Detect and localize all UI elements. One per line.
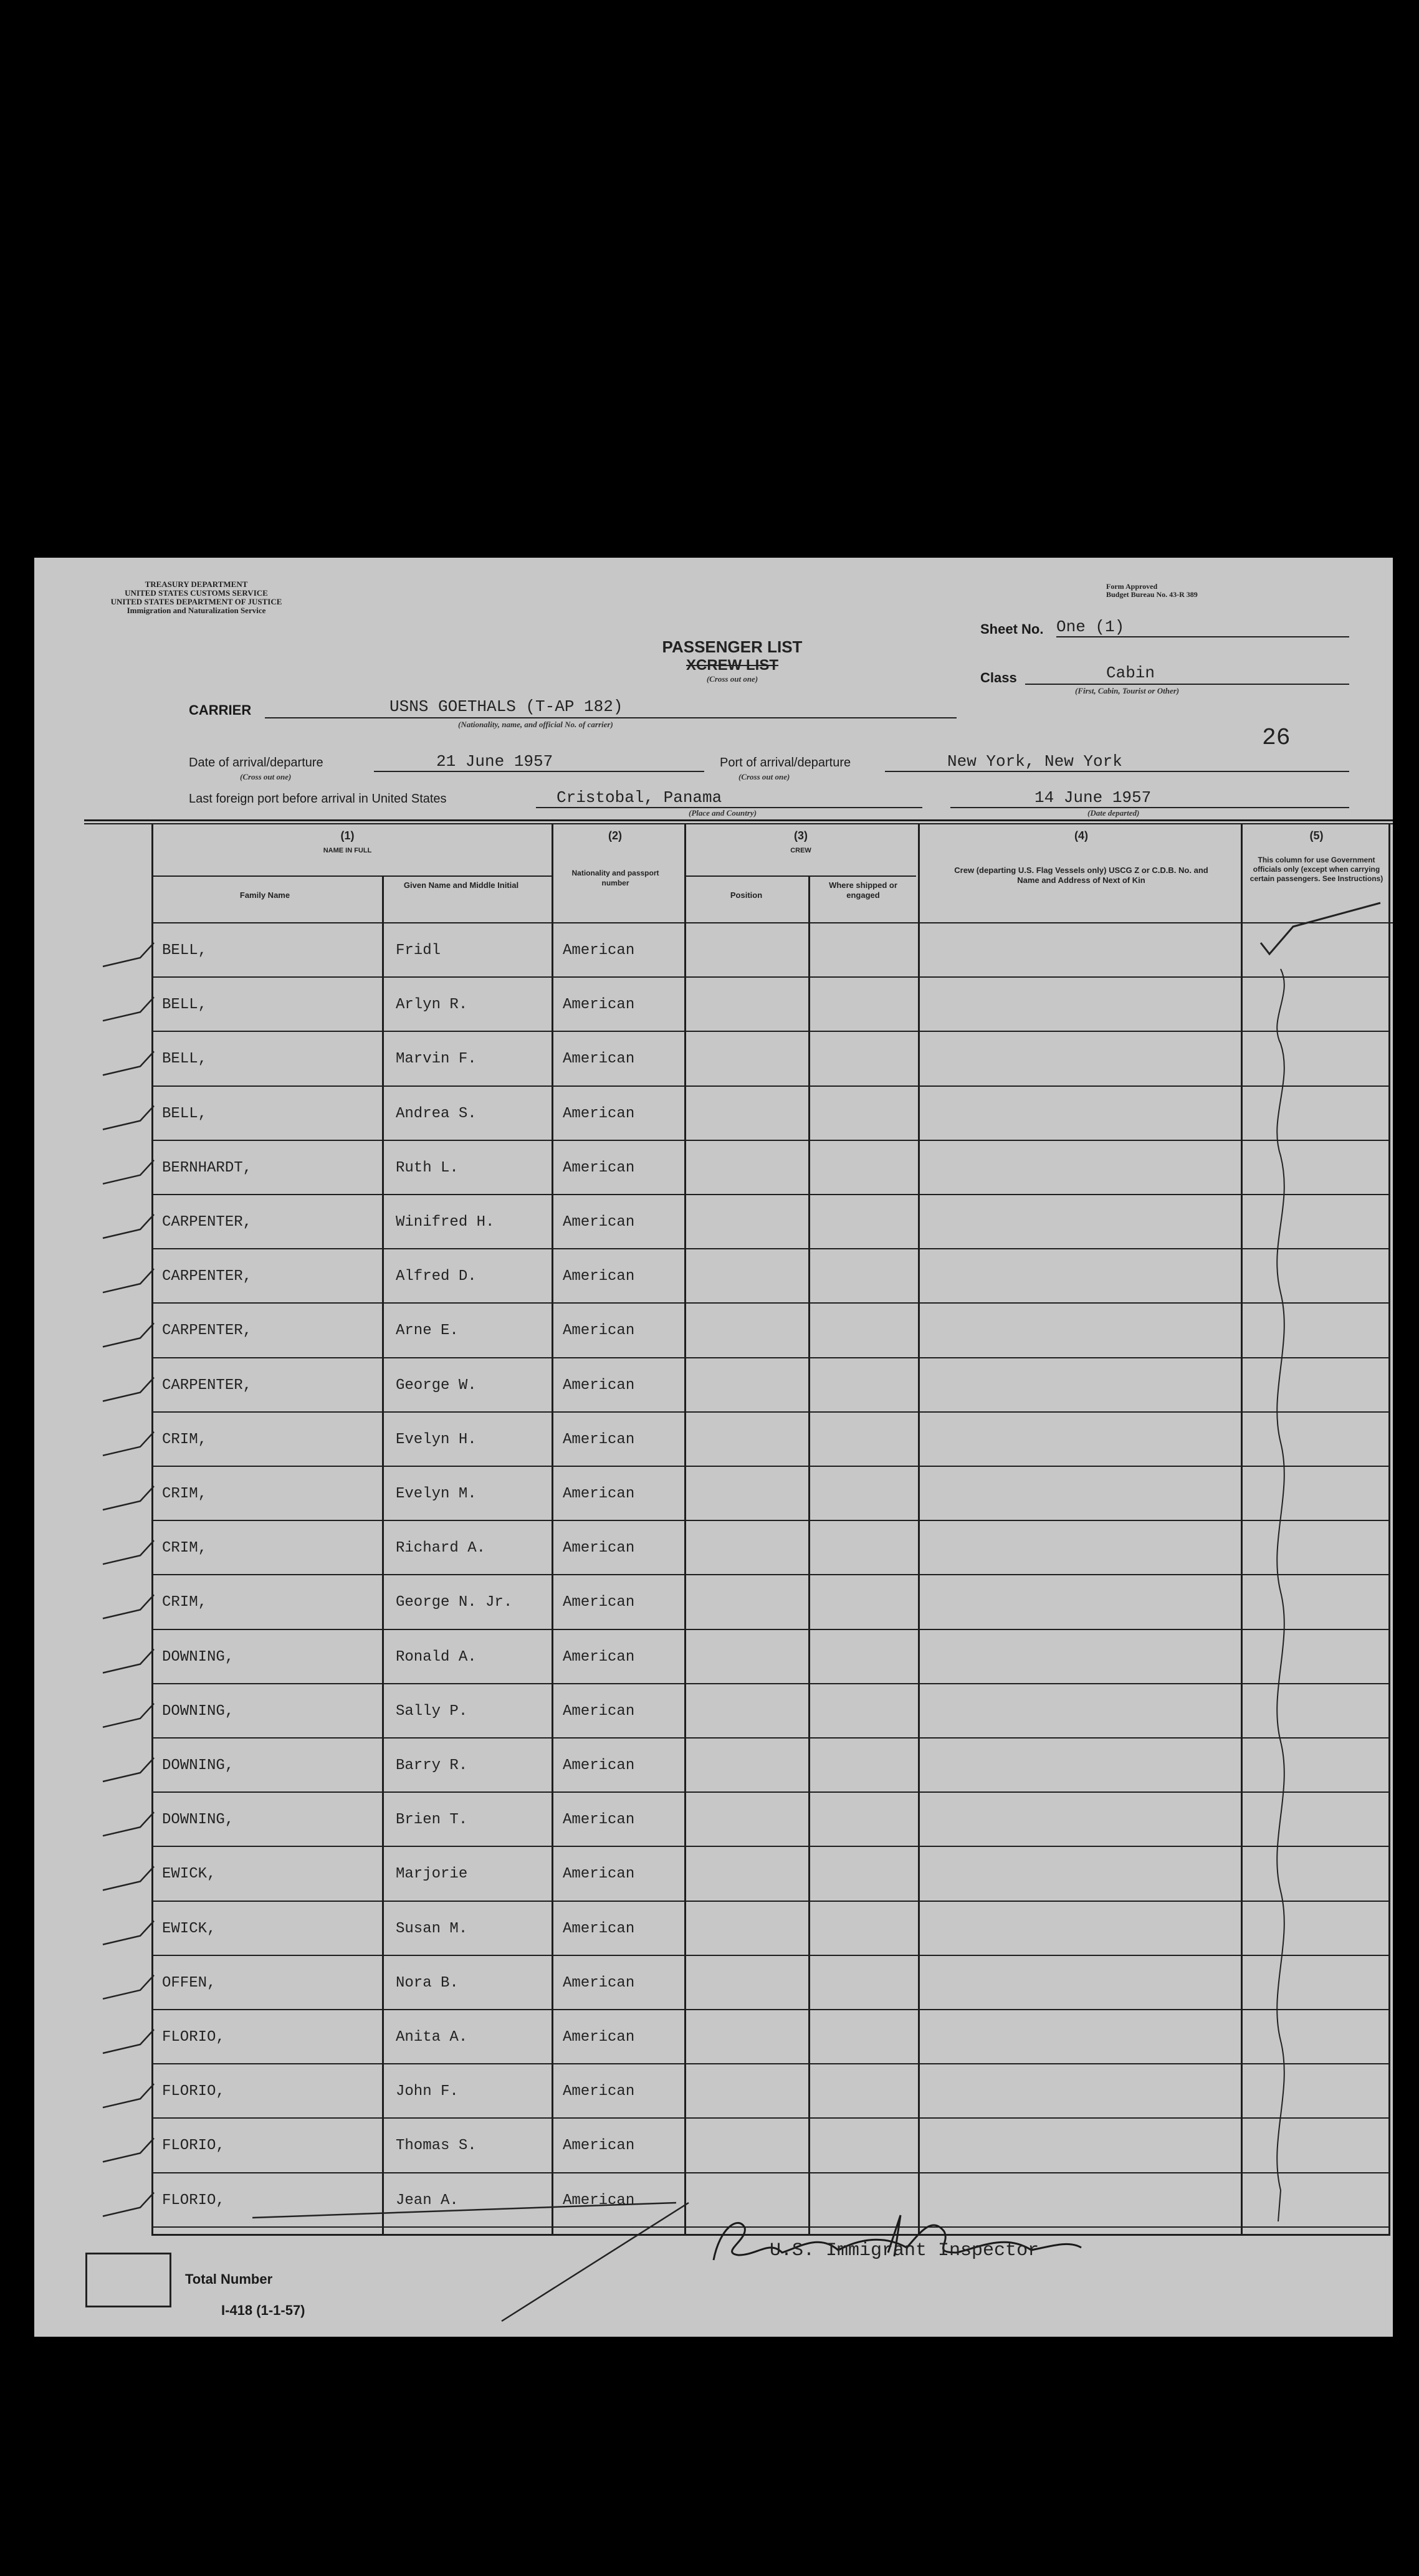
row-tick [103,1160,154,1184]
family-name-cell: CARPENTER, [162,1376,252,1394]
family-name-cell: CARPENTER, [162,1268,252,1286]
row-rule [151,1737,1390,1739]
row-rule [151,1683,1390,1684]
given-name-cell: George N. Jr. [396,1594,513,1611]
row-rule [151,1194,1390,1195]
row-tick [103,1704,154,1727]
given-name-cell: Alfred D. [396,1268,477,1286]
row-tick [103,1540,154,1564]
row-tick [103,1432,154,1456]
row-tick [103,1921,154,1945]
given-name-cell: John F. [396,2083,459,2101]
row-tick [103,1812,154,1836]
nationality-cell: American [563,1322,635,1340]
col3-title: CREW [790,847,811,854]
col4-number: (4) [1074,829,1088,842]
row-rule [151,1629,1390,1630]
form-approval-line1: Form Approved [1106,582,1158,591]
given-name-cell: Nora B. [396,1974,459,1992]
arrival-date-value: 21 June 1957 [436,752,553,771]
nationality-cell: American [563,2192,635,2209]
given-name-cell: Brien T. [396,1811,468,1829]
nationality-cell: American [563,2029,635,2046]
arrival-port-label: Port of arrival/departure [720,756,851,770]
row-rule [151,1520,1390,1521]
row-tick [103,1106,154,1130]
form-approval [1106,583,1293,599]
col3-number: (3) [794,829,808,842]
family-name-cell: OFFEN, [162,1974,216,1992]
nationality-cell: American [563,1376,635,1394]
family-name-cell: BELL, [162,996,208,1014]
nationality-cell: American [563,1268,635,1286]
row-rule [151,1411,1390,1413]
row-rule [151,2063,1390,2064]
total-number-box [85,2253,171,2307]
family-name-cell: DOWNING, [162,1702,234,1720]
col4-title: Crew (departing U.S. Flag Vessels only) USCG Z or C.D.B. No. and Name and Address of Next of Kin [954,866,1208,885]
col3b-header: Where shipped or engaged [829,880,897,900]
carrier-note: (Nationality, name, and official No. of carrier) [458,720,613,729]
arrival-date-note: (Cross out one) [240,772,292,781]
given-name-cell: Fridl [396,942,441,959]
row-tick [103,1269,154,1292]
family-name-cell: BELL, [162,1105,208,1122]
given-name-cell: Winifred H. [396,1214,495,1231]
title-note: (Cross out one) [706,674,758,684]
total-number-label: Total Number [185,2271,273,2287]
nationality-cell: American [563,1051,635,1068]
family-name-cell: DOWNING, [162,1757,234,1774]
row-rule [151,1846,1390,1847]
nationality-cell: American [563,1702,635,1720]
row-rule [151,1357,1390,1358]
row-rule [151,1140,1390,1141]
inspector-title: U.S. Immigrant Inspector [770,2240,1039,2261]
row-rule [151,1248,1390,1249]
nationality-cell: American [563,1974,635,1992]
nationality-cell: American [563,1159,635,1176]
given-name-cell: Arlyn R. [396,996,468,1014]
family-name-cell: CRIM, [162,1540,208,1557]
family-name-cell: FLORIO, [162,2137,225,2155]
col3a-header: Position [730,890,763,900]
row-tick [103,1214,154,1238]
checkmark-annotation [1256,894,1393,2234]
nationality-cell: American [563,1105,635,1122]
nationality-cell: American [563,996,635,1014]
row-tick [103,1323,154,1347]
given-name-cell: Anita A. [396,2029,468,2046]
nationality-cell: American [563,942,635,959]
nationality-cell: American [563,1648,635,1666]
col2-number: (2) [608,829,622,842]
family-name-cell: CRIM, [162,1431,208,1448]
given-name-cell: Evelyn M. [396,1486,477,1502]
form-id: I-418 (1-1-57) [221,2302,305,2318]
row-tick [103,1866,154,1890]
given-name-cell: Barry R. [396,1757,468,1774]
row-rule [151,1901,1390,1902]
given-name-cell: Arne E. [396,1322,459,1340]
col1a-header: Family Name [239,890,290,900]
nationality-cell: American [563,1757,635,1774]
nationality-cell: American [563,1431,635,1448]
family-name-cell: EWICK, [162,1920,216,1937]
family-name-cell: BERNHARDT, [162,1159,252,1176]
row-tick [103,997,154,1021]
given-name-cell: Susan M. [396,1920,468,1937]
row-rule [151,1031,1390,1032]
nationality-cell: American [563,1214,635,1231]
family-name-cell: FLORIO, [162,2192,225,2209]
row-rule [151,1574,1390,1575]
row-rule [151,1791,1390,1793]
carrier-value: USNS GOETHALS (T-AP 182) [389,697,623,716]
row-tick [103,1378,154,1401]
sheet-label: Sheet No. [980,621,1044,637]
col1-title: NAME IN FULL [323,847,372,854]
family-name-cell: FLORIO, [162,2083,225,2101]
class-value: Cabin [1106,664,1155,682]
carrier-label: CARRIER [189,702,252,718]
sheet-value: One (1) [1056,618,1125,636]
given-name-cell: Sally P. [396,1702,468,1720]
family-name-cell: CARPENTER, [162,1322,252,1340]
family-name-cell: FLORIO, [162,2029,225,2046]
given-name-cell: Marvin F. [396,1051,477,1068]
row-tick [103,2030,154,2053]
family-name-cell: DOWNING, [162,1648,234,1666]
agency-dept1b: UNITED STATES CUSTOMS SERVICE [125,588,268,598]
arrival-date-label: Date of arrival/departure [189,756,323,770]
col1b-header: Given Name and Middle Initial [403,880,519,890]
nationality-cell: American [563,2083,635,2101]
row-tick [103,2193,154,2216]
row-tick [103,1051,154,1075]
row-rule [151,1085,1390,1087]
form-title [595,637,869,684]
row-tick [103,1595,154,1618]
col5-title: This column for use Government officials only (except when carrying certain passengers. See Instructions) [1249,856,1383,883]
agency-dept2: UNITED STATES DEPARTMENT OF JUSTICE [110,597,282,606]
family-name-cell: DOWNING, [162,1811,234,1829]
agency-dept1: TREASURY DEPARTMENT [145,580,248,589]
class-label: Class [980,670,1017,685]
last-port-date-note: (Date departed) [1087,808,1140,818]
agency-dept2b: Immigration and Naturalization Service [127,606,266,615]
family-name-cell: CARPENTER, [162,1214,252,1231]
col1-number: (1) [340,829,355,842]
row-rule [151,2009,1390,2010]
nationality-cell: American [563,2137,635,2155]
nationality-cell: American [563,1866,635,1883]
page-number: 26 [1262,725,1291,751]
row-rule [151,2117,1390,2119]
nationality-cell: American [563,1811,635,1829]
row-rule [151,1955,1390,1956]
given-name-cell: Ruth L. [396,1159,459,1176]
row-rule [151,2172,1390,2173]
nationality-cell: American [563,1594,635,1611]
title-crew-list: XCREW LIST [686,657,778,674]
family-name-cell: BELL, [162,942,208,959]
title-passenger-list: PASSENGER LIST [662,637,803,656]
row-tick [103,2084,154,2107]
row-tick [103,943,154,966]
nationality-cell: American [563,1486,635,1502]
arrival-port-note: (Cross out one) [738,772,790,781]
family-name-cell: CRIM, [162,1594,208,1611]
form-approval-line2: Budget Bureau No. 43-R 389 [1106,590,1198,599]
cross-out-stroke [240,2178,738,2327]
family-name-cell: EWICK, [162,1866,216,1883]
col5-number: (5) [1309,829,1324,842]
family-name-cell: BELL, [162,1051,208,1068]
row-tick [103,2138,154,2162]
last-port-label: Last foreign port before arrival in United States [189,792,447,806]
arrival-port-value: New York, New York [947,752,1122,771]
given-name-cell: Ronald A. [396,1648,477,1666]
class-note: (First, Cabin, Tourist or Other) [1075,686,1180,695]
given-name-cell: Andrea S. [396,1105,477,1122]
given-name-cell: Thomas S. [396,2137,477,2155]
col2-title: Nationality and passport number [571,869,659,887]
last-port-date: 14 June 1957 [1034,788,1152,807]
row-tick [103,1975,154,1999]
family-name-cell: CRIM, [162,1486,208,1502]
nationality-cell: American [563,1540,635,1557]
given-name-cell: Evelyn H. [396,1431,477,1448]
given-name-cell: Marjorie [396,1866,468,1883]
given-name-cell: Richard A. [396,1540,486,1557]
row-rule [151,1302,1390,1304]
agency-header [84,580,308,615]
nationality-cell: American [563,1920,635,1937]
row-tick [103,1486,154,1510]
row-tick-marks [97,919,165,2228]
row-tick [103,1758,154,1782]
row-rule [151,976,1390,978]
last-port-value: Cristobal, Panama [557,788,722,807]
given-name-cell: Jean A. [396,2192,459,2209]
row-rule [151,1466,1390,1467]
last-port-note: (Place and Country) [689,808,757,818]
document-sheet [34,558,1393,2337]
given-name-cell: George W. [396,1376,477,1394]
row-tick [103,1649,154,1673]
